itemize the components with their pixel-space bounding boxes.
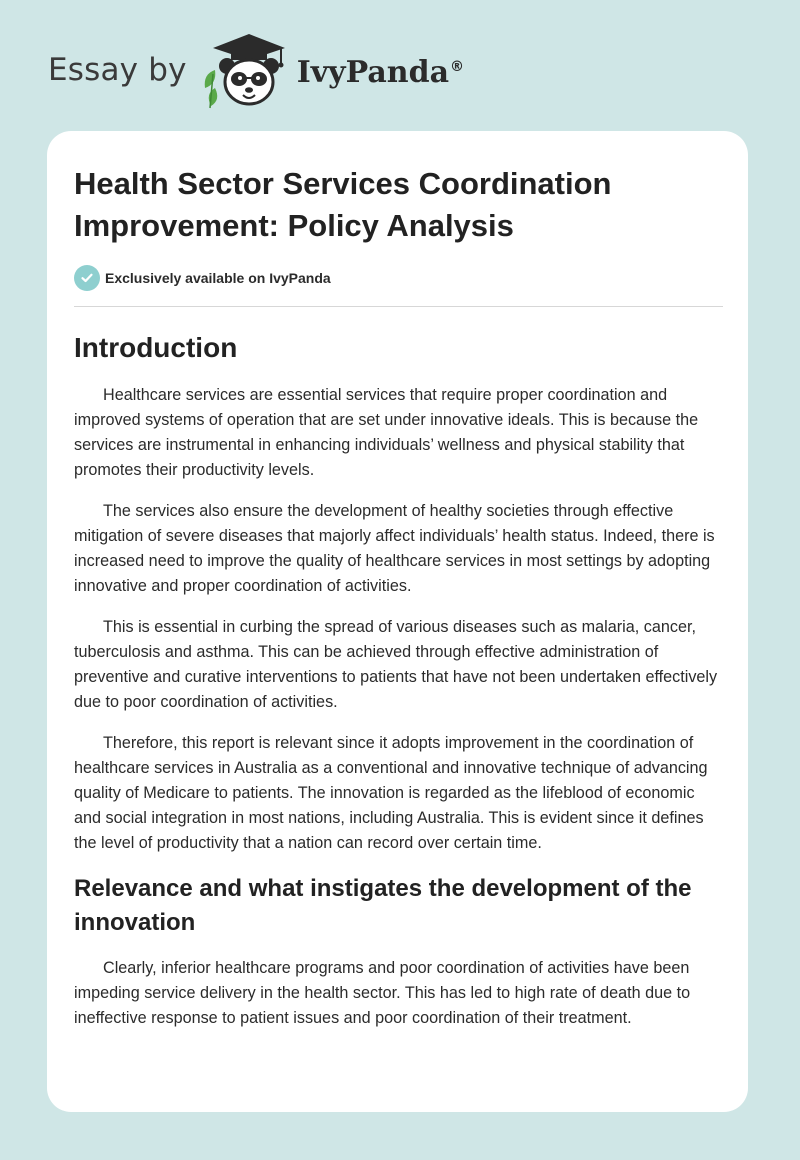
section-heading: Introduction [74,332,238,363]
article-card [47,131,748,1112]
registered-mark: ® [450,58,465,75]
brand-header[interactable] [48,30,464,110]
paragraph: Clearly, inferior healthcare programs and poor coordination of activities have been impeding service delivery in the health sector. This has led to high rate of death due to ineffective response to patient issues and poor coordination of their treatment. [74,959,691,1027]
brand-prefix: Essay by [48,52,187,88]
section-introduction [74,331,722,856]
divider [74,306,723,307]
badge-text: Exclusively available on IvyPanda [105,270,331,286]
exclusive-badge [74,264,722,292]
section-relevance [74,872,722,1031]
check-circle-icon [74,265,100,291]
brand-name: IvyPanda® [296,54,465,90]
article-title: Health Sector Services Coordination Improvement: Policy Analysis [74,166,612,243]
section-heading: Relevance and what instigates the development of the innovation [74,875,692,936]
paragraph: This is essential in curbing the spread of various diseases such as malaria, cancer, tuberculosis and asthma. This can be achieved through effective administration of preventive and curative interventions to patients that have not been undertaken effectively due to poor coordination of activities. [74,618,718,711]
paragraph: Therefore, this report is relevant since it adopts improvement in the coordination of healthcare services in Australia as a conventional and innovative technique of advancing quality of Medicare to patients. The innovation is regarded as the lifeblood of economic and social integration in most nations, including Australia. This is evident since it defines the level of productivity that a nation can record over certain time. [74,734,708,852]
paragraph: Healthcare services are essential services that require proper coordination and improved systems of operation that are set under innovative ideals. This is because the services are instrumental in enhancing individuals’ wellness and physical stability that promotes their productivity levels. [74,386,699,479]
panda-graduate-logo-icon [201,30,293,110]
paragraph: The services also ensure the development of healthy societies through effective mitigation of severe diseases that majorly affect individuals’ health status. Indeed, there is increased need to improve the quality of healthcare services in most settings by adopting innovative and proper coordination of activities. [74,502,715,595]
